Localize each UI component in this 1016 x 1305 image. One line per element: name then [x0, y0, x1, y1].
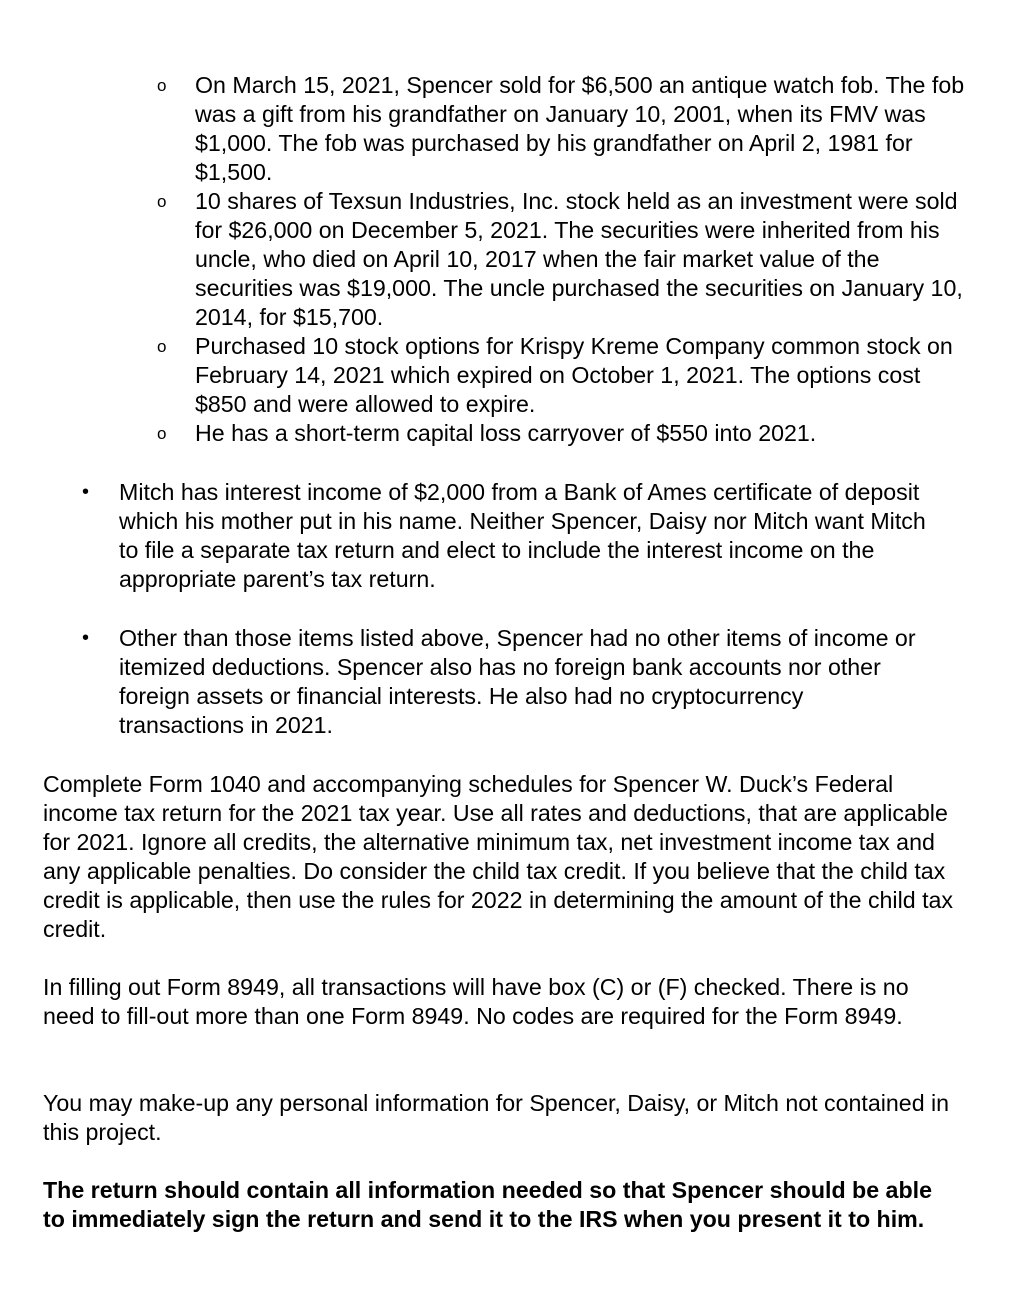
- instructions-paragraph: Complete Form 1040 and accompanying schedules for Spencer W. Duck’s Federal income tax return for the 2021 tax year. Use all rates and deductions, that are applicable for 2021. Ignore all credits, the alternative minimum tax, net investment income tax and any applicable penalties. Do consider the child tax credit. If you believe that the child tax credit is applicable, then use the rules for 2022 in determining the amount of the child tax credit.: [43, 771, 954, 942]
- sub-item-text: On March 15, 2021, Spencer sold for $6,500 an antique watch fob. The fob was a gift from his grandfather on January 10, 2001, when its FMV was $1,000. The fob was purchased by his grandfather on April 2, 1981 for $1,500.: [195, 72, 965, 185]
- sub-item-text: Purchased 10 stock options for Krispy Kreme Company common stock on February 14, 2021 which expired on October 1, 2021. The options cost $850 and were allowed to expire.: [195, 333, 953, 417]
- sub-item-text: 10 shares of Texsun Industries, Inc. stock held as an investment were sold for $26,000 on December 5, 2021. The securities were inherited from his uncle, who died on April 10, 2017 when the fair market value of the securities was $19,000. The uncle purchased the securities on January 10, 2014, for $15,700.: [195, 188, 963, 330]
- sub-list-item: [0, 71, 1016, 187]
- bullet-text: Mitch has interest income of $2,000 from a Bank of Ames certificate of deposit which his mother put in his name. Neither Spencer, Daisy nor Mitch want Mitch to file a separate tax return and elect to include the interest income on the appropriate parent’s tax return.: [119, 479, 926, 592]
- hollow-circle-bullet-icon: o: [157, 337, 167, 356]
- bullet-dot-icon: •: [82, 627, 90, 649]
- hollow-circle-bullet-icon: o: [157, 76, 167, 95]
- form-8949-paragraph: In filling out Form 8949, all transactions will have box (C) or (F) checked. There is no need to fill-out more than one Form 8949. No codes are required for the Form 8949.: [43, 974, 909, 1029]
- sub-list-item: [0, 187, 1016, 332]
- transaction-sub-list: [0, 71, 1016, 448]
- bullet-item: [0, 624, 1016, 740]
- bullet-dot-icon: •: [82, 481, 90, 503]
- bullet-text: Other than those items listed above, Spencer had no other items of income or itemized deductions. Spencer also has no foreign bank accounts nor other foreign assets or financial interests. He also had no cryptocurrency transactions in 2021.: [119, 625, 916, 738]
- hollow-circle-bullet-icon: o: [157, 424, 167, 443]
- personal-info-paragraph: You may make-up any personal information for Spencer, Daisy, or Mitch not contained in this project.: [43, 1090, 950, 1145]
- hollow-circle-bullet-icon: o: [157, 192, 167, 211]
- bullet-item: [0, 478, 1016, 594]
- sub-item-text: He has a short-term capital loss carryover of $550 into 2021.: [195, 420, 817, 446]
- bullet-list: [0, 478, 1016, 740]
- final-note-paragraph: The return should contain all information needed so that Spencer should be able to immediately sign the return and send it to the IRS when you present it to him.: [43, 1177, 932, 1232]
- sub-list-item: [0, 419, 1016, 448]
- sub-list-item: [0, 332, 1016, 419]
